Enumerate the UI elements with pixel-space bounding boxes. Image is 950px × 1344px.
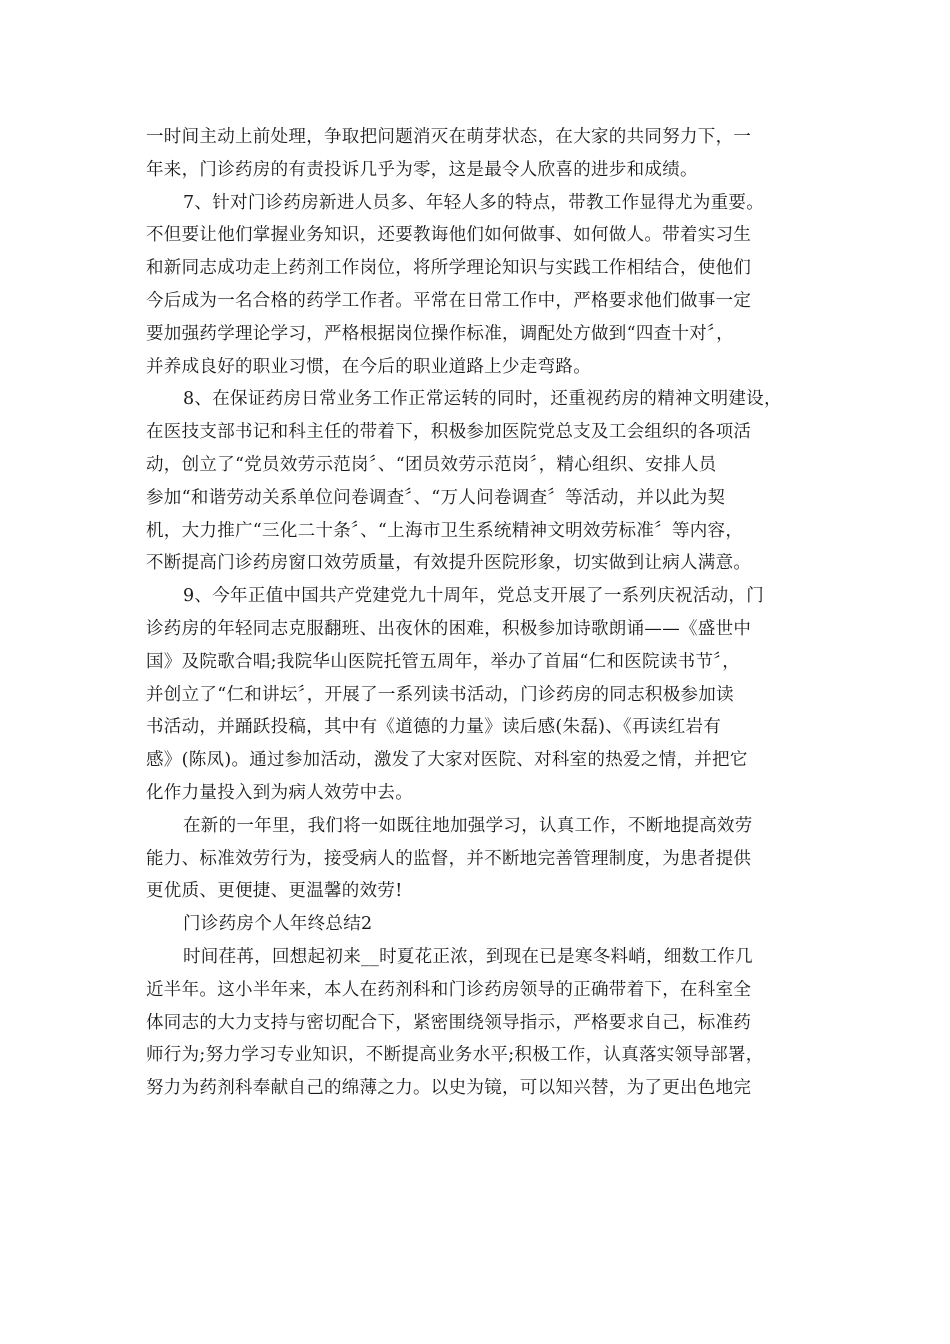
text-line: 国》及院歌合唱;我院华山医院托管五周年，举办了首届“仁和医院读书节〞，: [146, 651, 741, 672]
text-line: 师行为;努力学习专业知识，不断提高业务水平;积极工作，认真落实领导部署，: [146, 1045, 764, 1066]
text-line: 不断提高门诊药房窗口效劳质量，有效提升医院形象，切实做到让病人满意。: [146, 553, 752, 574]
text-line: 要加强药学理论学习，严格根据岗位操作标准，调配处方做到“四查十对〞，: [146, 323, 734, 344]
text-line: 机，大力推广“三化二十条〞、“上海市卫生系统精神文明效劳标准〞等内容，: [146, 520, 744, 541]
text-line: 在医技支部书记和科主任的带着下，积极参加医院党总支及工会组织的各项活: [146, 422, 752, 443]
text-line: 在新的一年里，我们将一如既往地加强学习，认真工作，不断地提高效劳: [183, 815, 753, 836]
text-line: 诊药房的年轻同志克服翻班、出夜休的困难，积极参加诗歌朗诵——《盛世中: [146, 618, 752, 639]
text-line: 体同志的大力支持与密切配合下，紧密围绕领导指示，严格要求自己，标准药: [146, 1012, 752, 1033]
text-line: 门诊药房个人年终总结2: [183, 914, 373, 935]
text-line: 年来，门诊药房的有责投诉几乎为零，这是最令人欣喜的进步和成绩。: [146, 159, 698, 180]
text-line: 更优质、更便捷、更温馨的效劳!: [146, 881, 403, 902]
text-line: 能力、标准效劳行为，接受病人的监督，并不断地完善管理制度，为患者提供: [146, 848, 752, 869]
text-line: 化作力量投入到为病人效劳中去。: [146, 782, 413, 803]
text-line: 今后成为一名合格的药学工作者。平常在日常工作中，严格要求他们做事一定: [146, 290, 752, 311]
text-line: 9、今年正值中国共产党建党九十周年，党总支开展了一系列庆祝活动，门: [183, 586, 765, 607]
text-line: 动，创立了“党员效劳示范岗〞、“团员效劳示范岗〞，精心组织、安排人员: [146, 454, 717, 475]
text-line: 感》(陈凤)。通过参加活动，激发了大家对医院、对科室的热爱之情，并把它: [146, 750, 748, 771]
text-line: 7、针对门诊药房新进人员多、年轻人多的特点，带教工作显得尤为重要。: [183, 192, 765, 213]
text-line: 一时间主动上前处理，争取把问题消灭在萌芽状态，在大家的共同努力下，一: [146, 127, 752, 147]
text-line: 近半年。这小半年来，本人在药剂科和门诊药房领导的正确带着下，在科室全: [146, 979, 752, 1000]
text-line: 参加“和谐劳动关系单位问卷调查〞、“万人问卷调查〞等活动，并以此为契: [146, 487, 726, 508]
text-line: 努力为药剂科奉献自己的绵薄之力。以史为镜，可以知兴替，为了更出色地完: [146, 1078, 752, 1099]
text-line: 书活动，并踊跃投稿，其中有《道德的力量》读后感(朱磊)、《再读红岩有: [146, 717, 722, 738]
text-line: 和新同志成功走上药剂工作岗位，将所学理论知识与实践工作相结合，使他们: [146, 258, 752, 279]
text-line: 并创立了“仁和讲坛〞，开展了一系列读书活动，门诊药房的同志积极参加读: [146, 684, 734, 705]
document-body: [146, 121, 826, 1105]
text-line: 并养成良好的职业习惯，在今后的职业道路上少走弯路。: [146, 356, 591, 377]
text-line: 8、在保证药房日常业务工作正常运转的同时，还重视药房的精神文明建设，: [183, 389, 782, 410]
text-line: 不但要让他们掌握业务知识，还要教诲他们如何做事、如何做人。带着实习生: [146, 225, 752, 246]
text-line: 时间荏苒，回想起初来__时夏花正浓，到现在已是寒冬料峭，细数工作几: [183, 946, 753, 967]
